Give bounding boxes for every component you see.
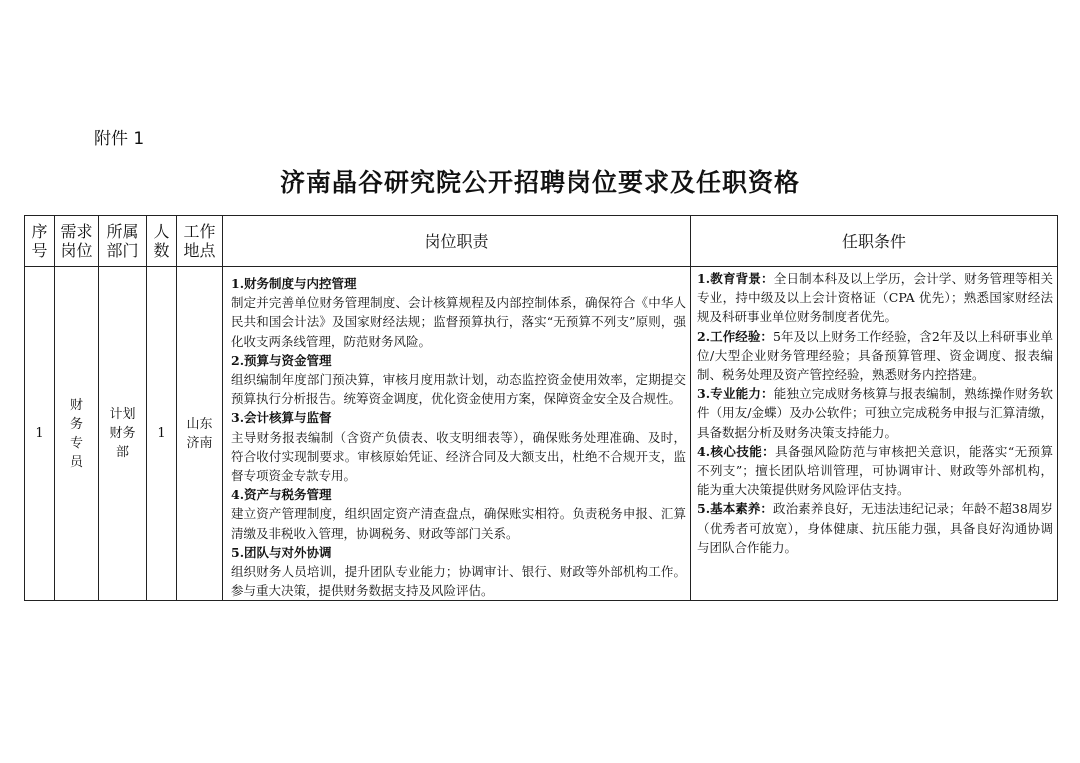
duty-text: 主导财务报表编制（含资产负债表、收支明细表等），确保账务处理准确、及时，符合收付实现制要求。审核原始凭证、经济合同及大额支出，杜绝不合规开支，监督专项资金专款专用。: [231, 429, 686, 484]
qualification-item: [697, 499, 1053, 557]
qualification-text: 具备强风险防范与审核把关意识，能落实“无预算不列支”；擅长团队培训管理，可协调审计、财政等外部机构，能为重大决策提供财务风险评估支持。: [697, 443, 1053, 498]
qualification-item: [697, 327, 1053, 385]
qualification-heading: 1.教育背景：: [697, 271, 774, 286]
cell-position: 财务专员: [55, 267, 99, 601]
qualification-heading: 2.工作经验：: [697, 328, 773, 344]
cell-count: 1: [147, 267, 177, 601]
cell-location: 山东济南: [177, 267, 223, 601]
duty-heading: 3.会计核算与监督: [231, 410, 332, 426]
duty-block: [231, 408, 686, 485]
cell-seq: 1: [25, 267, 55, 601]
duty-block: [231, 485, 686, 543]
qualification-text: 能独立完成财务核算与报表编制，熟练操作财务软件（用友/金蝶）及办公软件；可独立完成税务申报与汇算清缴，具备数据分析及财务决策支持能力。: [697, 386, 1053, 440]
duty-block: [231, 274, 686, 351]
header-row: [25, 216, 1058, 267]
duty-text: 组织编制年度部门预决算，审核月度用款计划，动态监控资金使用效率，定期提交预算执行分析报告。统筹资金调度，优化资金使用方案，保障资金安全及合规性。: [231, 372, 686, 407]
duty-block: [231, 543, 686, 601]
qualification-text: 全日制本科及以上学历，会计学、财务管理等相关专业，持中级及以上会计资格证（CPA 优先）；熟悉国家财经法规及科研事业单位财务制度者优先。: [697, 271, 1053, 325]
header-duties: 岗位职责: [223, 216, 691, 267]
duty-text: 组织财务人员培训，提升团队专业能力；协调审计、银行、财政等外部机构工作。参与重大决策，提供财务数据支持及风险评估。: [231, 564, 686, 599]
table-row: [25, 267, 1058, 601]
duty-heading: 1.财务制度与内控管理: [231, 276, 357, 291]
header-qualifications: 任职条件: [691, 216, 1058, 267]
qualification-item: [697, 442, 1053, 500]
header-position: 需求岗位: [55, 216, 99, 267]
duty-heading: 2.预算与资金管理: [231, 352, 332, 368]
qualification-text: 5年及以上财务工作经验，含2年及以上科研事业单位/大型企业财务管理经验；具备预算管理、资金调度、报表编制、税务处理及资产管控经验，熟悉财务内控搭建。: [697, 328, 1053, 383]
qualification-item: [697, 384, 1053, 442]
cell-duties: [223, 267, 691, 601]
qualification-heading: 4.核心技能：: [697, 443, 776, 459]
duty-text: 制定并完善单位财务管理制度、会计核算规程及内部控制体系，确保符合《中华人民共和国会计法》及国家财经法规；监督预算执行，落实“无预算不列支”原则，强化收支两条线管理，防范财务风险。: [231, 295, 686, 349]
page-title: 济南晶谷研究院公开招聘岗位要求及任职资格: [279, 168, 800, 197]
annex-label: 附件 1: [94, 129, 145, 149]
recruitment-table: [24, 215, 1058, 601]
qualification-heading: 3.专业能力：: [697, 386, 774, 402]
duty-heading: 5.团队与对外协调: [231, 544, 332, 560]
header-seq: 序号: [25, 216, 55, 267]
qualification-text: 政治素养良好，无违法违纪记录；年龄不超38周岁（优秀者可放宽），身体健康、抗压能力强，具备良好沟通协调与团队合作能力。: [697, 501, 1053, 555]
header-department: 所属部门: [99, 216, 147, 267]
header-count: 人数: [147, 216, 177, 267]
duty-block: [231, 351, 686, 409]
qualification-heading: 5.基本素养：: [697, 501, 773, 517]
qualification-item: [697, 269, 1053, 327]
cell-department: 计划财务部: [99, 267, 147, 601]
cell-qualifications: [691, 267, 1058, 601]
header-location: 工作地点: [177, 216, 223, 267]
duty-heading: 4.资产与税务管理: [231, 487, 332, 503]
duty-text: 建立资产管理制度，组织固定资产清查盘点，确保账实相符。负责税务申报、汇算清缴及非税收入管理，协调税务、财政等部门关系。: [231, 506, 686, 541]
